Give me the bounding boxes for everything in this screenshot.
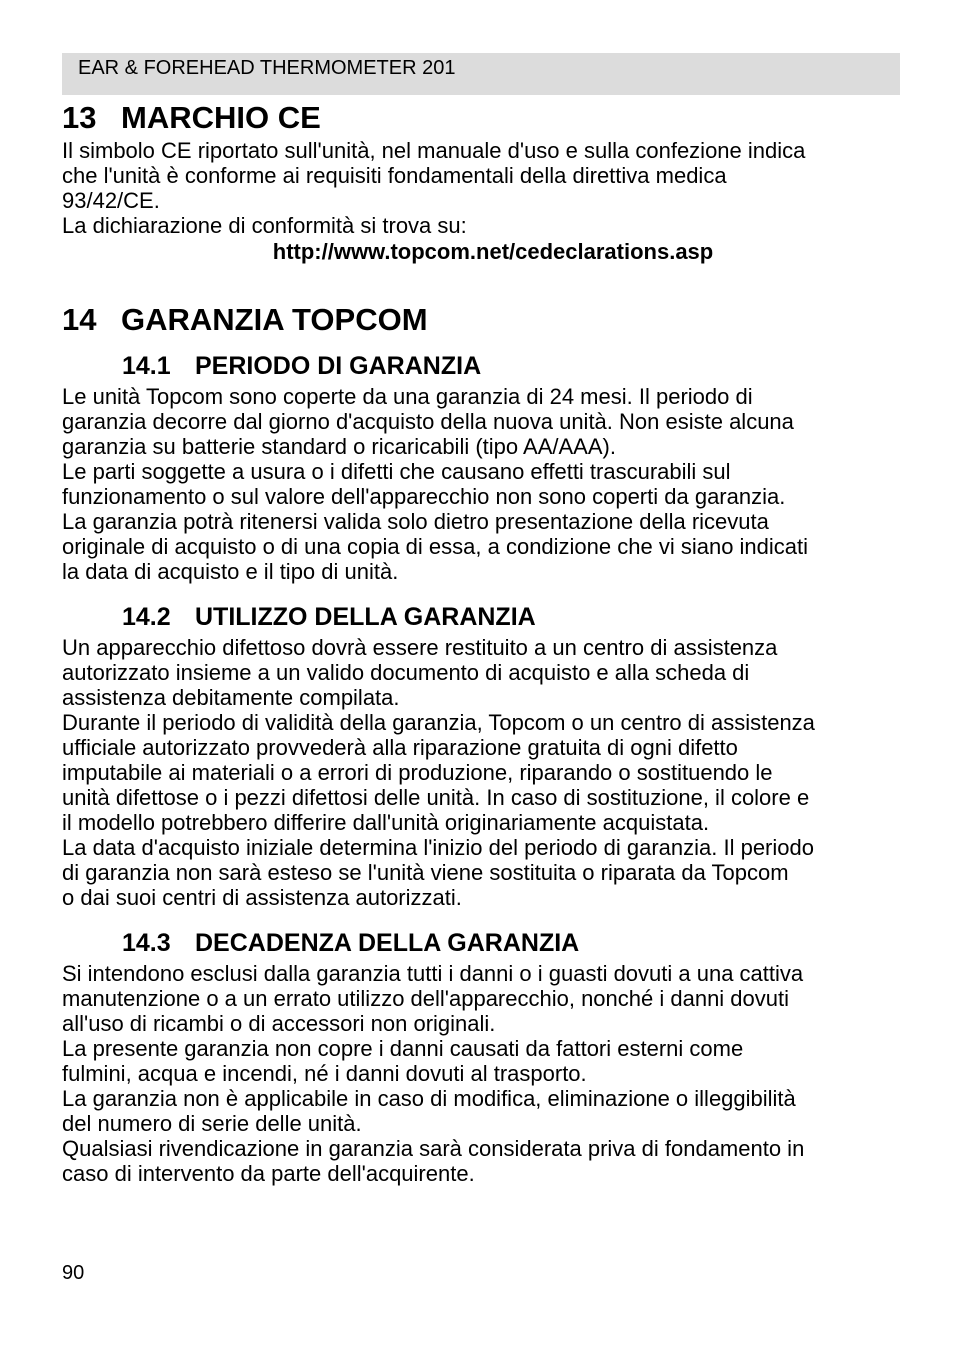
declaration-url: http://www.topcom.net/cedeclarations.asp [272, 239, 714, 264]
section-heading-warranty [62, 300, 900, 340]
subsection-number: 14.3 [122, 929, 171, 957]
subsection-title: PERIODO DI GARANZIA [195, 352, 482, 380]
subsection-heading-exclusions [62, 925, 900, 961]
subsection-number: 14.2 [122, 603, 171, 631]
section-title: GARANZIA TOPCOM [121, 302, 428, 337]
subsection-title: DECADENZA DELLA GARANZIA [195, 929, 580, 957]
subsection-number: 14.1 [122, 352, 171, 380]
section-number: 13 [62, 100, 97, 135]
subsection-heading-use [62, 599, 900, 635]
exclusions-paragraph: Si intendono esclusi dalla garanzia tutti i danni o i guasti dovuti a una cattiva manutenzione o a un errato utilizzo dell'apparecchio, nonché i danni dovuti all'uso di ricambi o di accessori non originali. La presente garanzia non copre i danni causati da fattori esterni come fulmini, acqua e incendi, né i danni dovuti al trasporto. La garanzia non è applicabile in caso di modifica, eliminazione o illeggibilità del numero di serie delle unità. Qualsiasi rivendicazione in garanzia sarà considerata priva di fondamento in caso di intervento da parte dell'acquirente. [62, 961, 805, 1186]
page-header [62, 53, 900, 95]
section-title: MARCHIO CE [121, 100, 321, 135]
ce-paragraph: Il simbolo CE riportato sull'unità, nel manuale d'uso e sulla confezione indica che l'unità è conforme ai requisiti fondamentali della direttiva medica 93/42/CE. La dichiarazione di conformità si trova su: [62, 138, 806, 238]
page-number: 90 [62, 1262, 85, 1284]
use-paragraph: Un apparecchio difettoso dovrà essere restituito a un centro di assistenza autorizzato insieme a un valido documento di acquisto e alla scheda di assistenza debitamente compilata. Durante il periodo di validità della garanzia, Topcom o un centro di assistenza ufficiale autorizzato provvederà alla riparazione gratuita di ogni difetto imputabile ai materiali o a errori di produzione, riparando o sostituendo le unità difettose o i pezzi difettosi delle unità. In caso di sostituzione, il colore e il modello potrebbero differire dall'unità originariamente acquistata. La data d'acquisto iniziale determina l'inizio del periodo di garanzia. Il periodo di garanzia non sarà esteso se l'unità viene sostituita o riparata da Topcom o dai suoi centri di assistenza autorizzati. [62, 635, 815, 910]
page-header-title: EAR & FOREHEAD THERMOMETER 201 [78, 57, 456, 79]
section-heading-ce [62, 98, 900, 138]
subsection-title: UTILIZZO DELLA GARANZIA [195, 603, 536, 631]
section-number: 14 [62, 302, 97, 337]
subsection-heading-period [62, 348, 900, 384]
period-paragraph: Le unità Topcom sono coperte da una garanzia di 24 mesi. Il periodo di garanzia decorre dal giorno d'acquisto della nuova unità. Non esiste alcuna garanzia su batterie standard o ricaricabili (tipo AA/AAA). Le parti soggette a usura o i difetti che causano effetti trascurabili sul funzionamento o sul valore dell'apparecchio non sono coperti da garanzia. La garanzia potrà ritenersi valida solo dietro presentazione della ricevuta originale di acquisto o di una copia di essa, a condizione che vi siano indicati la data di acquisto e il tipo di unità. [62, 384, 809, 584]
page-content [62, 98, 900, 1186]
